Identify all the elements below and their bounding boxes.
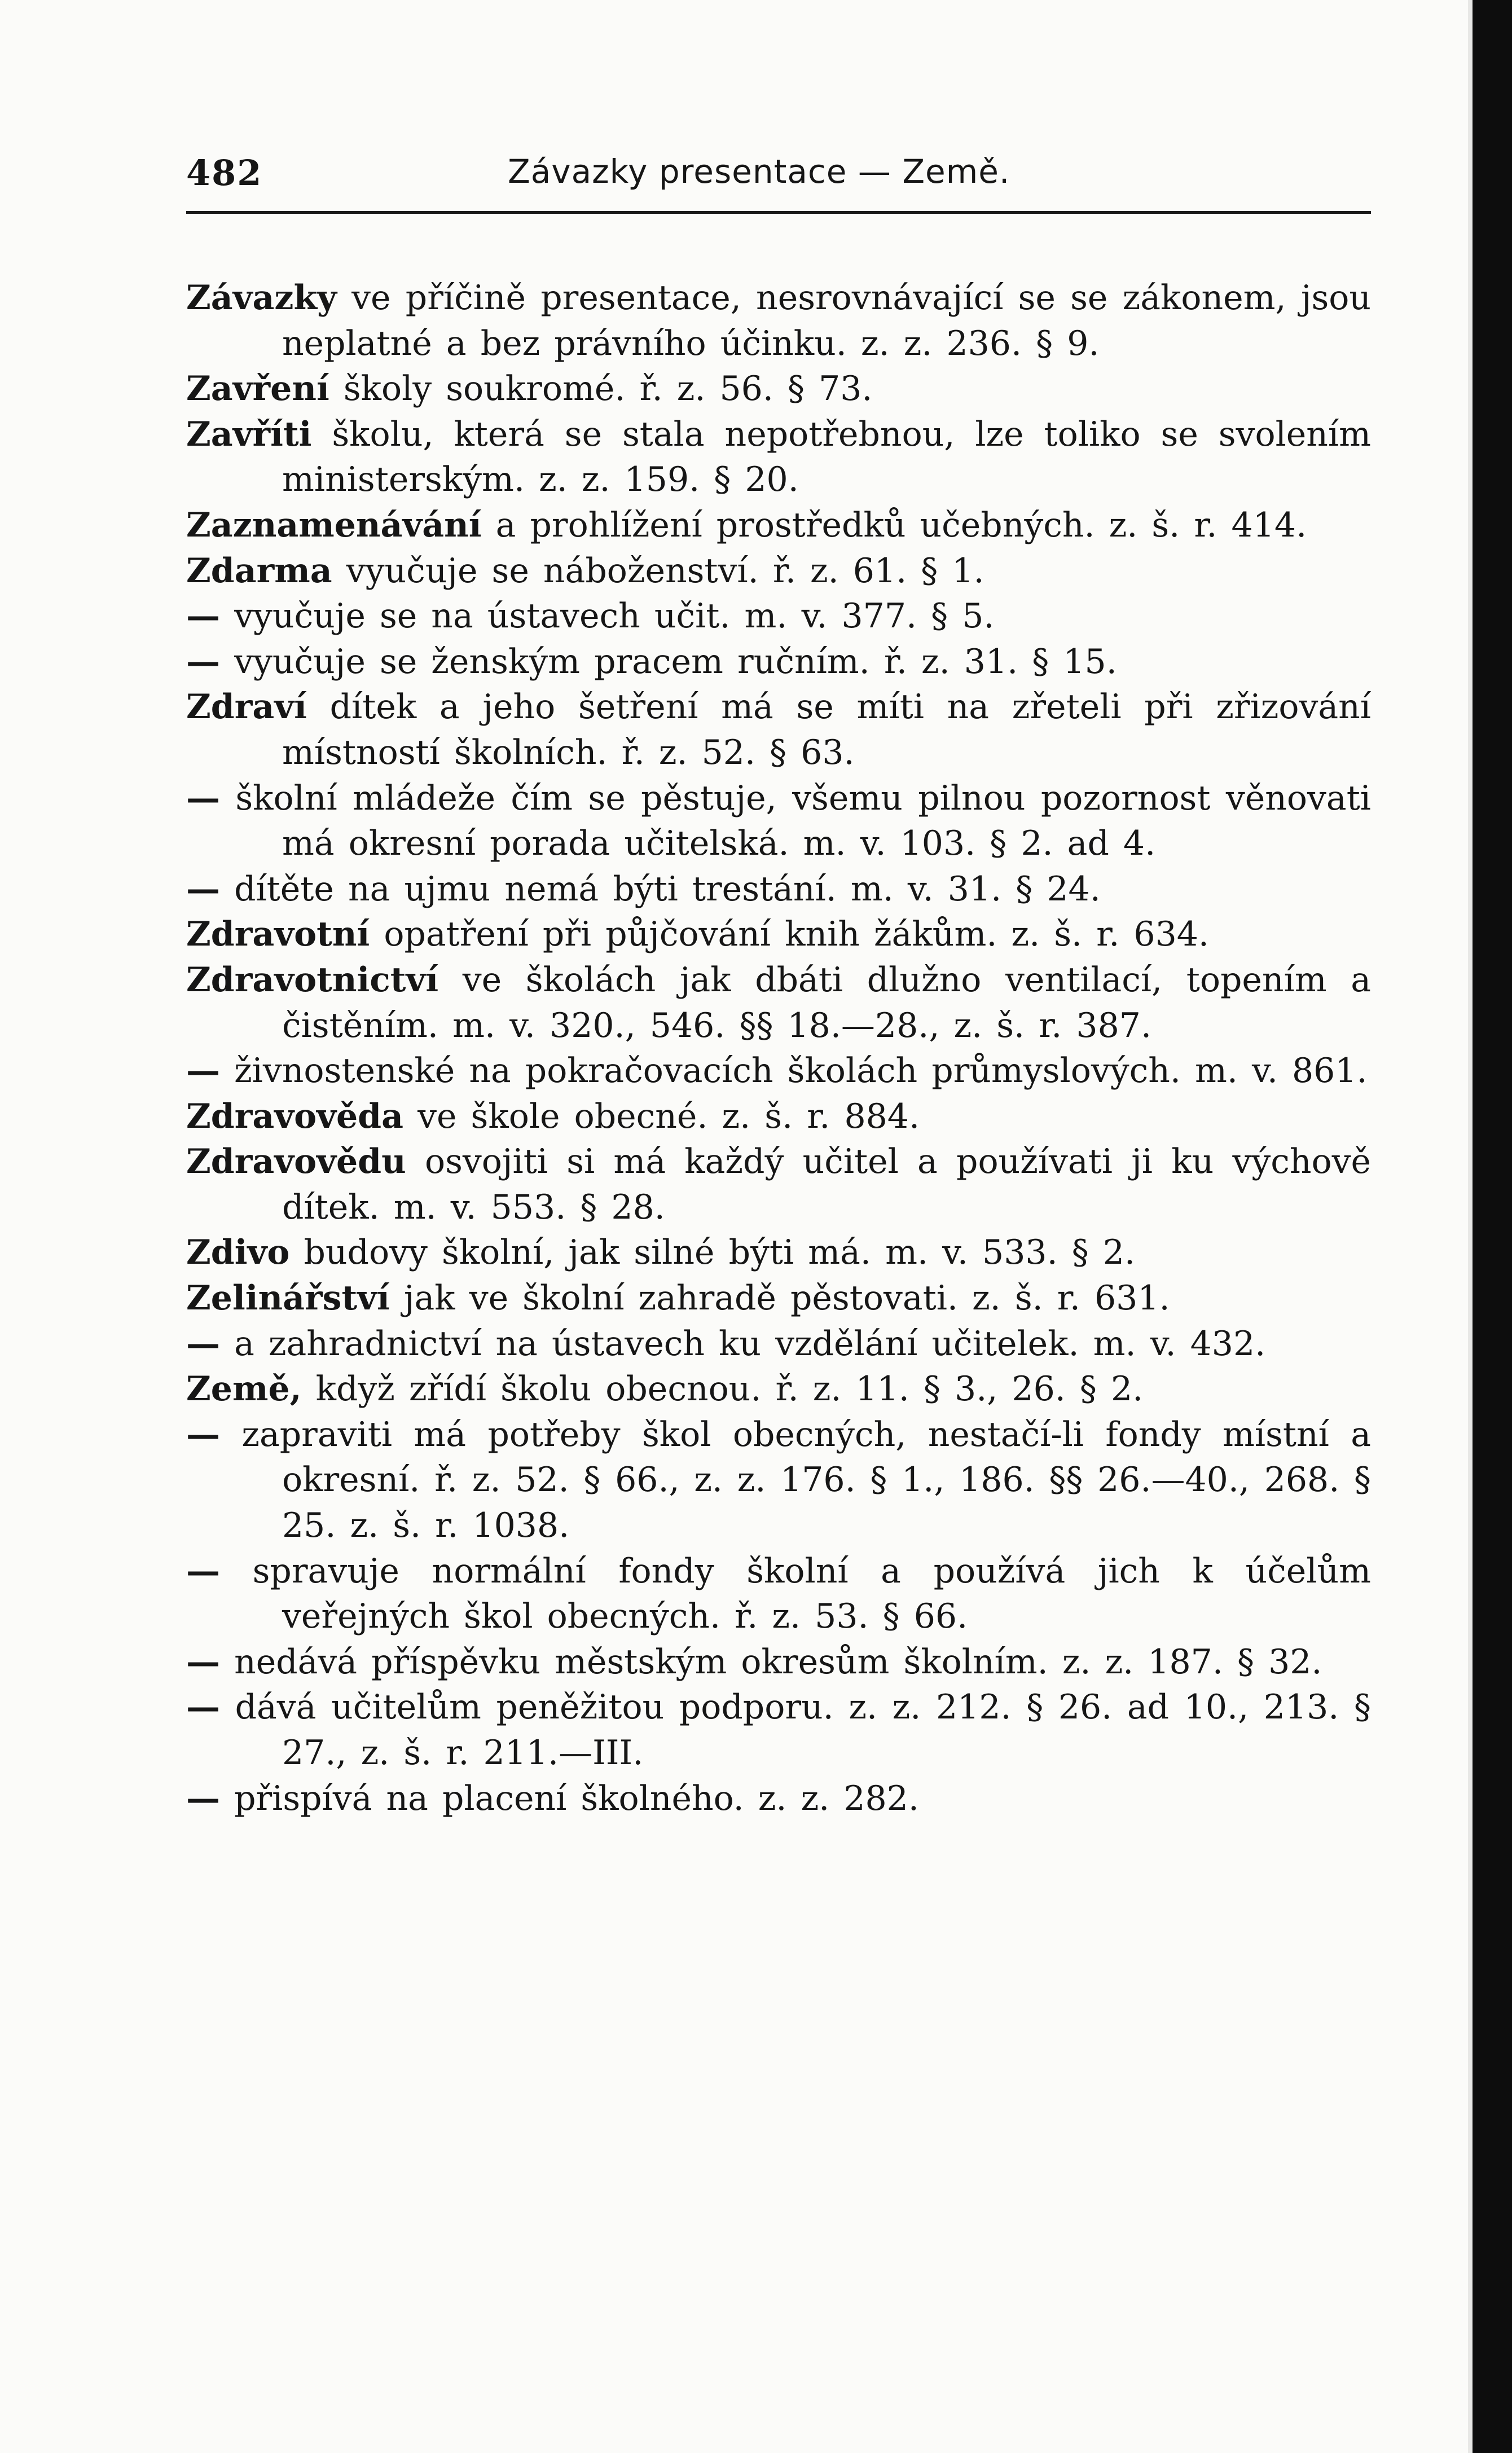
entry-dash: — — [186, 1687, 220, 1727]
entry-text: dítek a jeho šetření má se míti na zřeteli při zřizování místností školních. ř. z. 52. § 63. — [282, 687, 1371, 772]
entry-dash: — — [186, 1642, 220, 1682]
entry-dash: — — [186, 1778, 220, 1818]
index-entry — [186, 684, 1371, 775]
index-subentry — [186, 594, 1371, 639]
entry-dash: — — [186, 869, 220, 909]
index-entry — [186, 1230, 1371, 1276]
index-subentry — [186, 1549, 1371, 1639]
index-entry — [186, 548, 1371, 594]
entry-headword: Zdravotnictví — [186, 960, 439, 1000]
entry-text: vyučuje se na ústavech učit. m. v. 377. § 5. — [220, 596, 995, 636]
scan-edge — [1473, 0, 1512, 2453]
entry-headword: Zdivo — [186, 1233, 290, 1273]
entry-dash: — — [186, 1551, 220, 1591]
index-subentry — [186, 1412, 1371, 1549]
running-head: Závazky presentace — Země. — [508, 152, 1010, 191]
page-header — [186, 152, 1371, 197]
entry-text: a zahradnictví na ústavech ku vzdělání učitelek. m. v. 432. — [220, 1324, 1266, 1364]
index-entry — [186, 275, 1371, 366]
entry-text: ve škole obecné. z. š. r. 884. — [403, 1096, 920, 1136]
header-rule — [186, 211, 1371, 214]
scan-edge-gap — [1468, 0, 1473, 2453]
index-entry — [186, 957, 1371, 1048]
entry-dash: — — [186, 778, 220, 818]
entry-text: školy soukromé. ř. z. 56. § 73. — [329, 369, 873, 409]
entry-dash: — — [186, 1324, 220, 1364]
entry-text: jak ve školní zahradě pěstovati. z. š. r. 631. — [389, 1278, 1170, 1318]
index-entry — [186, 1094, 1371, 1140]
entry-text: a prohlížení prostředků učebných. z. š. r. 414. — [481, 505, 1307, 545]
index-subentry — [186, 1639, 1371, 1685]
entry-headword: Zavříti — [186, 414, 312, 454]
index-subentry — [186, 1048, 1371, 1094]
entry-text: když zřídí školu obecnou. ř. z. 11. § 3., 26. § 2. — [301, 1369, 1144, 1409]
entry-headword: Zaznamenávání — [186, 505, 482, 545]
entry-headword: Zdarma — [186, 551, 332, 591]
entry-text: přispívá na placení školného. z. z. 282. — [220, 1778, 919, 1818]
entry-text: vyučuje se náboženství. ř. z. 61. § 1. — [332, 551, 984, 591]
index-entry — [186, 503, 1371, 548]
index-subentry — [186, 867, 1371, 912]
entry-text: zapraviti má potřeby škol obecných, nestačí-li fondy místní a okresní. ř. z. 52. § 66., z. z. 176. § 1., 186. §§ 26.—40., 268. § 25. z. š. r. 1038. — [220, 1414, 1371, 1546]
entry-text: budovy školní, jak silné býti má. m. v. 533. § 2. — [289, 1233, 1136, 1273]
entry-text: školu, která se stala nepotřebnou, lze toliko se svolením ministerským. z. z. 159. § 20. — [282, 414, 1371, 500]
entry-text: osvojiti si má každý učitel a používati ji ku výchově dítek. m. v. 553. § 28. — [282, 1142, 1371, 1227]
entry-text: nedává příspěvku městským okresům školním. z. z. 187. § 32. — [220, 1642, 1322, 1682]
entry-headword: Zavření — [186, 369, 329, 409]
entry-headword: Země, — [186, 1369, 302, 1409]
entry-text: ve příčině presentace, nesrovnávající se se zákonem, jsou neplatné a bez právního účinku. z. z. 236. § 9. — [282, 278, 1371, 363]
entry-text: dítěte na ujmu nemá býti trestání. m. v. 31. § 24. — [220, 869, 1101, 909]
index-subentry — [186, 1321, 1371, 1367]
index-subentry — [186, 639, 1371, 685]
entry-headword: Zelinářství — [186, 1278, 390, 1318]
entry-dash: — — [186, 1414, 220, 1454]
entry-text: opatření při půjčování knih žákům. z. š. r. 634. — [370, 915, 1209, 955]
entry-text: školní mládeže čím se pěstuje, všemu pilnou pozornost věnovati má okresní porada učitelská. m. v. 103. § 2. ad 4. — [220, 778, 1371, 864]
index-subentry — [186, 1776, 1371, 1822]
entry-headword: Závazky — [186, 278, 337, 318]
entry-dash: — — [186, 1051, 220, 1091]
entry-headword: Zdravotní — [186, 915, 370, 955]
page-number: 482 — [186, 152, 263, 194]
index-entry — [186, 1366, 1371, 1412]
entry-dash: — — [186, 641, 220, 682]
entry-dash: — — [186, 596, 220, 636]
index-entry — [186, 1139, 1371, 1230]
entry-text: spravuje normální fondy školní a používá jich k účelům veřejných škol obecných. ř. z. 53. § 66. — [220, 1551, 1371, 1637]
index-entry — [186, 1276, 1371, 1321]
entry-headword: Zdravověda — [186, 1096, 403, 1136]
entry-headword: Zdravovědu — [186, 1142, 406, 1182]
index-entry — [186, 366, 1371, 412]
index-subentry — [186, 776, 1371, 867]
index-entries — [186, 275, 1371, 1821]
index-subentry — [186, 1685, 1371, 1775]
entry-text: vyučuje se ženským pracem ručním. ř. z. 31. § 15. — [220, 641, 1117, 682]
index-entry — [186, 912, 1371, 957]
index-entry — [186, 412, 1371, 503]
entry-headword: Zdraví — [186, 687, 307, 727]
entry-text: ve školách jak dbáti dlužno ventilací, topením a čistěním. m. v. 320., 546. §§ 18.—28., z. š. r. 387. — [282, 960, 1371, 1045]
entry-text: živnostenské na pokračovacích školách průmyslových. m. v. 861. — [220, 1051, 1368, 1091]
entry-text: dává učitelům peněžitou podporu. z. z. 212. § 26. ad 10., 213. § 27., z. š. r. 211.—III. — [220, 1687, 1371, 1773]
